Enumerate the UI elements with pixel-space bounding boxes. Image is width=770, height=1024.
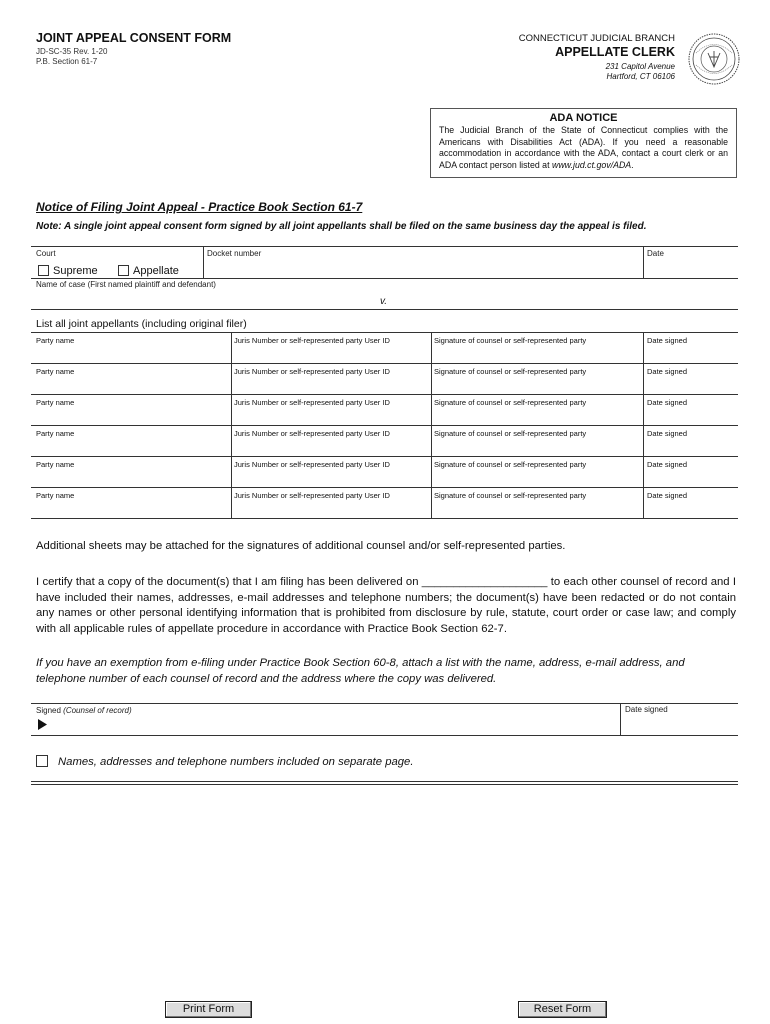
supreme-label: Supreme — [53, 265, 98, 277]
arrow-right-icon — [38, 719, 47, 730]
table-col-label: Juris Number or self-represented party User ID — [234, 460, 390, 469]
branch-name: CONNECTICUT JUDICIAL BRANCH — [518, 33, 675, 44]
signature-input[interactable] — [432, 346, 642, 362]
table-col-label: Signature of counsel or self-represented party — [434, 429, 587, 438]
table-col-label: Party name — [36, 367, 75, 376]
reset-form-button[interactable]: Reset Form — [518, 1001, 607, 1018]
separate-page-label: Names, addresses and telephone numbers included on separate page. — [58, 756, 414, 768]
docket-label: Docket number — [207, 249, 262, 258]
form-code: JD-SC-35 Rev. 1-20 — [36, 47, 108, 56]
address-line2: Hartford, CT 06106 — [606, 72, 675, 81]
party-name-input[interactable] — [32, 439, 230, 455]
appellate-checkbox[interactable] — [118, 261, 179, 279]
clerk-name: APPELLATE CLERK — [555, 45, 675, 59]
date-signed-input[interactable] — [644, 377, 736, 393]
table-col-label: Date signed — [647, 336, 688, 345]
table-col-label: Party name — [36, 429, 75, 438]
print-form-button[interactable]: Print Form — [165, 1001, 252, 1018]
form-title: JOINT APPEAL CONSENT FORM — [36, 31, 232, 45]
signature-input[interactable] — [432, 470, 642, 486]
signature-input[interactable] — [432, 501, 642, 517]
appellants-heading: List all joint appellants (including original filer) — [36, 318, 247, 330]
table-col-label: Juris Number or self-represented party User ID — [234, 398, 390, 407]
form-section: P.B. Section 61-7 — [36, 57, 98, 66]
date-input[interactable] — [646, 258, 736, 276]
date-signed-input[interactable] — [644, 439, 736, 455]
table-col-label: Juris Number or self-represented party User ID — [234, 336, 390, 345]
signature-input[interactable] — [52, 716, 617, 734]
juris-number-input[interactable] — [232, 501, 430, 517]
exemption-text: If you have an exemption from e-filing under Practice Book Section 60-8, attach a list with the name, address, e-mail address, and telephone number of each counsel of record and the address where the copy was delivered. — [36, 657, 685, 685]
signature-input[interactable] — [432, 439, 642, 455]
supreme-checkbox[interactable] — [38, 261, 98, 279]
table-col-label: Signature of counsel or self-represented party — [434, 491, 587, 500]
certify-text: I certify that a copy of the document(s) that I am filing has been delivered on ____________________ to each other counsel of record and I have included their names, addresses, e-mail addresses and telephone numbers; the document(s) have been redacted or do not contain any names or other personal identifying information that is prohibited from disclosure by rule, statute, court order or case law; and comply with all applicable rules of appellate procedure in accordance with Practice Book Section 62-7. — [36, 576, 736, 635]
signed-label: Signed (Counsel of record) — [36, 706, 132, 715]
table-col-label: Date signed — [647, 491, 688, 500]
ada-link[interactable]: www.jud.ct.gov/ADA — [551, 159, 632, 170]
table-col-label: Party name — [36, 398, 75, 407]
state-seal-icon — [688, 33, 740, 85]
additional-sheets-text: Additional sheets may be attached for the signatures of additional counsel and/or self-represented parties. — [36, 540, 566, 552]
table-col-label: Date signed — [647, 460, 688, 469]
signature-input[interactable] — [432, 408, 642, 424]
table-col-label: Date signed — [647, 398, 688, 407]
date-signed-input[interactable] — [644, 408, 736, 424]
table-col-label: Signature of counsel or self-represented party — [434, 336, 587, 345]
versus-text: v. — [380, 296, 388, 307]
table-col-label: Signature of counsel or self-represented party — [434, 367, 587, 376]
party-name-input[interactable] — [32, 501, 230, 517]
juris-number-input[interactable] — [232, 470, 430, 486]
juris-number-input[interactable] — [232, 408, 430, 424]
ada-title: ADA NOTICE — [549, 112, 618, 124]
date-signed-label: Date signed — [625, 705, 668, 714]
address-line1: 231 Capitol Avenue — [605, 62, 675, 71]
juris-number-input[interactable] — [232, 346, 430, 362]
juris-number-input[interactable] — [232, 377, 430, 393]
table-col-label: Date signed — [647, 429, 688, 438]
notice-note: Note: A single joint appeal consent form signed by all joint appellants shall be filed on the same business day the appeal is filed. — [36, 221, 647, 232]
date-signed-input[interactable] — [644, 346, 736, 362]
table-col-label: Juris Number or self-represented party User ID — [234, 491, 390, 500]
ada-notice — [430, 108, 737, 178]
appellate-label: Appellate — [133, 265, 179, 277]
signature-input[interactable] — [432, 377, 642, 393]
table-col-label: Party name — [36, 491, 75, 500]
table-col-label: Signature of counsel or self-represented party — [434, 460, 587, 469]
date-label: Date — [647, 249, 664, 258]
juris-number-input[interactable] — [232, 439, 430, 455]
table-col-label: Party name — [36, 336, 75, 345]
docket-input[interactable] — [206, 258, 642, 276]
date-signed-input[interactable] — [644, 470, 736, 486]
table-col-label: Party name — [36, 460, 75, 469]
date-signed-input[interactable] — [644, 501, 736, 517]
separate-page-checkbox[interactable] — [36, 752, 413, 770]
date-signed-input[interactable] — [624, 716, 736, 734]
case-name-label: Name of case (First named plaintiff and defendant) — [36, 280, 216, 289]
table-col-label: Date signed — [647, 367, 688, 376]
party-name-input[interactable] — [32, 346, 230, 362]
table-col-label: Juris Number or self-represented party User ID — [234, 429, 390, 438]
table-col-label: Signature of counsel or self-represented party — [434, 398, 587, 407]
party-name-input[interactable] — [32, 470, 230, 486]
party-name-input[interactable] — [32, 377, 230, 393]
ada-body: The Judicial Branch of the State of Connecticut complies with the Americans with Disabilities Act (ADA). If you need a reasonable accommodation in accordance with the ADA, contact a court clerk or an ADA contact person listed at www.jud.ct.gov/ADA. — [439, 125, 728, 170]
party-name-input[interactable] — [32, 408, 230, 424]
notice-title: Notice of Filing Joint Appeal - Practice Book Section 61-7 — [36, 200, 363, 214]
table-col-label: Juris Number or self-represented party User ID — [234, 367, 390, 376]
court-label: Court — [36, 249, 56, 258]
